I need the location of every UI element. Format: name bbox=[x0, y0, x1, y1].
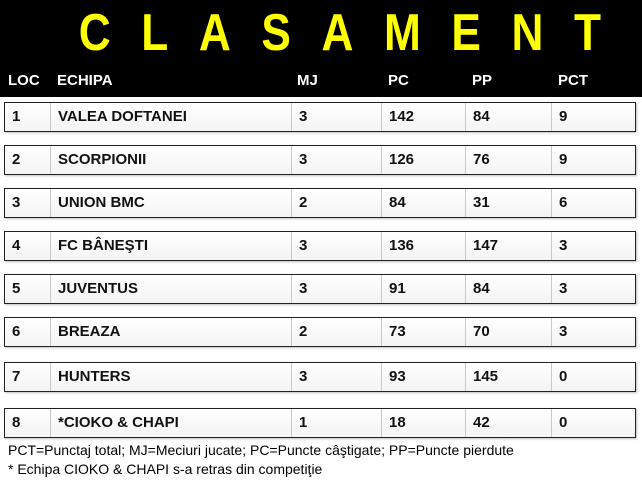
cell-loc: 4 bbox=[12, 237, 21, 254]
cell-mj: 1 bbox=[291, 409, 381, 437]
page-title: CLASAMENT bbox=[78, 4, 632, 62]
cell-loc: 2 bbox=[12, 151, 21, 168]
column-header-mj: MJ bbox=[297, 72, 318, 89]
cell-mj: 2 bbox=[291, 318, 381, 346]
column-header-pc: PC bbox=[388, 72, 409, 89]
column-header-loc: LOC bbox=[8, 72, 40, 89]
cell-team: UNION BMC bbox=[50, 189, 291, 217]
table-row bbox=[4, 188, 636, 218]
cell-pct: 0 bbox=[551, 363, 635, 391]
table-row bbox=[4, 274, 636, 304]
cell-pct: 3 bbox=[551, 275, 635, 303]
table-row bbox=[4, 145, 636, 175]
column-header-team: ECHIPA bbox=[57, 72, 113, 89]
cell-pp: 31 bbox=[465, 189, 551, 217]
table-header bbox=[0, 0, 642, 97]
column-header-pp: PP bbox=[472, 72, 493, 89]
cell-pc: 84 bbox=[381, 189, 465, 217]
cell-mj: 2 bbox=[291, 189, 381, 217]
cell-pp: 76 bbox=[465, 146, 551, 174]
cell-team: *CIOKO & CHAPI bbox=[50, 409, 291, 437]
cell-pc: 136 bbox=[381, 232, 465, 260]
cell-team: BREAZA bbox=[50, 318, 291, 346]
cell-pc: 93 bbox=[381, 363, 465, 391]
cell-pp: 84 bbox=[465, 275, 551, 303]
cell-pc: 142 bbox=[381, 103, 465, 131]
cell-team: HUNTERS bbox=[50, 363, 291, 391]
cell-pp: 42 bbox=[465, 409, 551, 437]
table-row bbox=[4, 102, 636, 132]
cell-pct: 6 bbox=[551, 189, 635, 217]
cell-team: FC BÂNEŞTI bbox=[50, 232, 291, 260]
table-row bbox=[4, 317, 636, 347]
cell-team: VALEA DOFTANEI bbox=[50, 103, 291, 131]
cell-pc: 91 bbox=[381, 275, 465, 303]
cell-pct: 3 bbox=[551, 318, 635, 346]
table-row bbox=[4, 362, 636, 392]
cell-pct: 9 bbox=[551, 146, 635, 174]
cell-loc: 7 bbox=[12, 368, 21, 385]
cell-pp: 84 bbox=[465, 103, 551, 131]
column-header-pct: PCT bbox=[558, 72, 588, 89]
cell-pc: 73 bbox=[381, 318, 465, 346]
cell-loc: 5 bbox=[12, 280, 21, 297]
cell-pc: 126 bbox=[381, 146, 465, 174]
cell-team: SCORPIONII bbox=[50, 146, 291, 174]
cell-team: JUVENTUS bbox=[50, 275, 291, 303]
cell-mj: 3 bbox=[291, 275, 381, 303]
cell-pp: 70 bbox=[465, 318, 551, 346]
cell-pp: 145 bbox=[465, 363, 551, 391]
cell-pct: 0 bbox=[551, 409, 635, 437]
table-row bbox=[4, 231, 636, 261]
legend-footnote: PCT=Punctaj total; MJ=Meciuri jucate; PC=Puncte câştigate; PP=Puncte pierdute bbox=[8, 442, 514, 458]
cell-pct: 3 bbox=[551, 232, 635, 260]
cell-mj: 3 bbox=[291, 103, 381, 131]
cell-pct: 9 bbox=[551, 103, 635, 131]
cell-pp: 147 bbox=[465, 232, 551, 260]
cell-mj: 3 bbox=[291, 363, 381, 391]
cell-mj: 3 bbox=[291, 232, 381, 260]
cell-mj: 3 bbox=[291, 146, 381, 174]
cell-loc: 6 bbox=[12, 323, 21, 340]
cell-loc: 1 bbox=[12, 108, 21, 125]
withdrawal-footnote: * Echipa CIOKO & CHAPI s-a retras din competiţie bbox=[8, 461, 323, 477]
cell-loc: 8 bbox=[12, 414, 21, 431]
cell-loc: 3 bbox=[12, 194, 21, 211]
table-row bbox=[4, 408, 636, 438]
cell-pc: 18 bbox=[381, 409, 465, 437]
